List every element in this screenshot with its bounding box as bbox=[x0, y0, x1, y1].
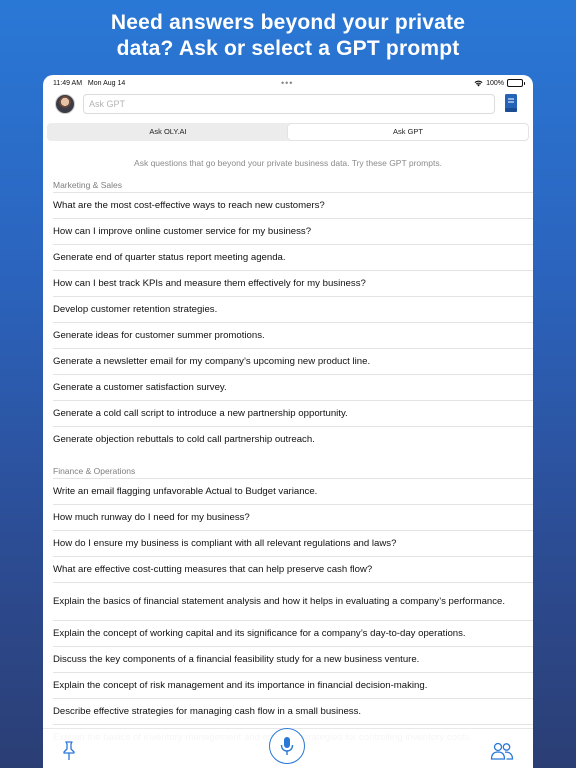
headline-line-2: data? Ask or select a GPT prompt bbox=[116, 37, 460, 60]
prompt-item[interactable]: Write an email flagging unfavorable Actual to Budget variance. bbox=[53, 478, 533, 504]
section-header-finance: Finance & Operations bbox=[53, 466, 136, 476]
prompt-item[interactable]: Describe effective strategies for managing cash flow in a small business. bbox=[53, 698, 533, 724]
prompt-item[interactable]: How can I best track KPIs and measure them effectively for my business? bbox=[53, 270, 533, 296]
headline-line-1: Need answers beyond your private bbox=[110, 11, 466, 34]
microphone-button[interactable] bbox=[269, 728, 305, 764]
avatar[interactable] bbox=[55, 94, 75, 114]
segmented-control bbox=[47, 123, 529, 141]
status-date: Mon Aug 14 bbox=[87, 80, 126, 87]
prompt-item[interactable]: Generate a newsletter email for my company’s upcoming new product line. bbox=[53, 348, 533, 374]
status-right bbox=[474, 79, 523, 87]
intro-text: Ask questions that go beyond your private business data. Try these GPT prompts. bbox=[134, 158, 442, 168]
prompt-item[interactable]: Explain the concept of risk management and its importance in financial decision-making. bbox=[53, 672, 533, 698]
prompt-item[interactable]: What are effective cost-cutting measures that can help preserve cash flow? bbox=[53, 556, 533, 582]
prompt-item[interactable]: Generate ideas for customer summer promotions. bbox=[53, 322, 533, 348]
prompt-item[interactable]: Discuss the key components of a financial feasibility study for a new business venture. bbox=[53, 646, 533, 672]
prompt-item[interactable]: How can I improve online customer service for my business? bbox=[53, 218, 533, 244]
search-input[interactable]: Ask GPT bbox=[83, 94, 495, 114]
prompt-list bbox=[43, 145, 533, 750]
device-screen bbox=[43, 75, 533, 768]
prompt-item[interactable]: Generate objection rebuttals to cold call partnership outreach. bbox=[53, 426, 533, 452]
multitasking-dots-icon[interactable]: ••• bbox=[281, 78, 294, 88]
prompt-item[interactable]: What are the most cost-effective ways to reach new customers? bbox=[53, 192, 533, 218]
microphone-icon bbox=[280, 736, 294, 756]
prompt-item[interactable]: Generate end of quarter status report meeting agenda. bbox=[53, 244, 533, 270]
status-bar bbox=[43, 75, 533, 92]
prompt-item[interactable]: How do I ensure my business is compliant with all relevant regulations and laws? bbox=[53, 530, 533, 556]
prompt-item[interactable]: Generate a customer satisfaction survey. bbox=[53, 374, 533, 400]
prompt-item[interactable]: How much runway do I need for my business? bbox=[53, 504, 533, 530]
battery-icon bbox=[507, 79, 523, 87]
headline bbox=[0, 10, 576, 62]
toolbar bbox=[43, 92, 533, 120]
prompt-item[interactable]: Generate a cold call script to introduce a new partnership opportunity. bbox=[53, 400, 533, 426]
pin-icon[interactable] bbox=[61, 741, 77, 761]
book-icon[interactable] bbox=[504, 93, 518, 113]
status-time-date bbox=[53, 80, 125, 87]
status-time: 11:49 AM bbox=[53, 80, 83, 87]
tab-ask-oly-ai[interactable]: Ask OLY.AI bbox=[149, 127, 187, 136]
prompt-item[interactable]: Explain the concept of working capital and its significance for a company’s day-to-day operations. bbox=[53, 620, 533, 646]
prompt-item[interactable]: Explain the basics of financial statement analysis and how it helps in evaluating a company’s performance. bbox=[53, 582, 533, 620]
section-header-marketing: Marketing & Sales bbox=[53, 180, 122, 190]
prompt-item[interactable]: Develop customer retention strategies. bbox=[53, 296, 533, 322]
wifi-icon bbox=[474, 80, 483, 87]
battery-percent: 100% bbox=[486, 79, 504, 87]
tab-ask-gpt[interactable]: Ask GPT bbox=[288, 124, 528, 140]
users-icon[interactable] bbox=[490, 742, 514, 760]
